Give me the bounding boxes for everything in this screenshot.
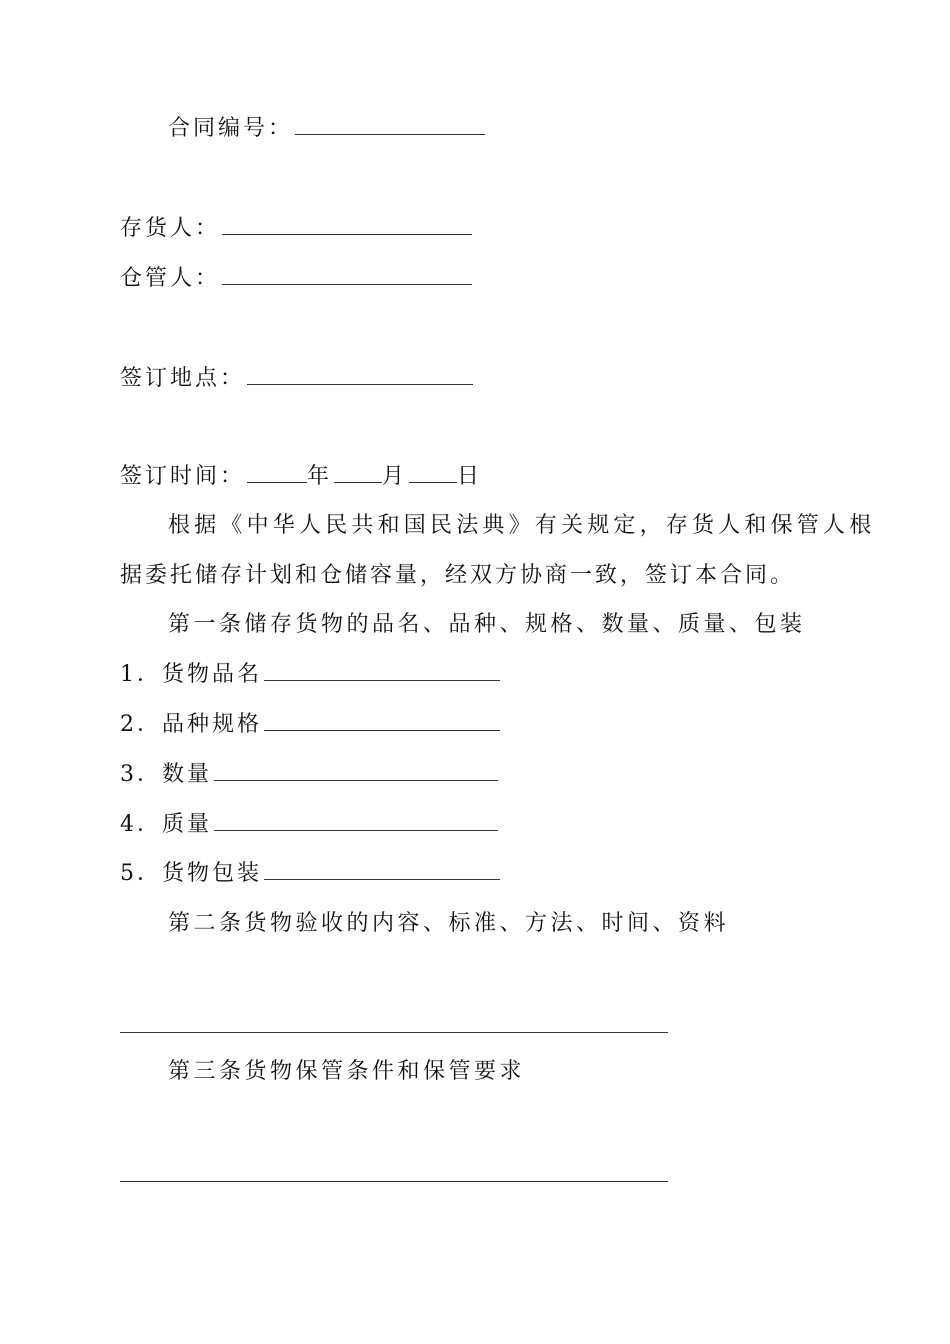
- year-label: 年: [307, 464, 333, 489]
- keeper-line: [120, 264, 472, 294]
- article-1-item-4: [120, 810, 498, 840]
- item-blank[interactable]: [264, 710, 500, 731]
- day-label: 日: [457, 464, 483, 489]
- month-blank[interactable]: [334, 462, 382, 483]
- item-label: 2．品种规格: [120, 712, 262, 737]
- item-blank[interactable]: [214, 760, 498, 781]
- item-blank[interactable]: [264, 660, 500, 681]
- item-label: 1．货物品名: [120, 662, 262, 687]
- item-label: 4．质量: [120, 812, 212, 837]
- signing-place-blank[interactable]: [247, 364, 473, 385]
- contract-number-label: 合同编号：: [168, 116, 294, 141]
- preamble-line-2: 据委托储存计划和仓储容量，经双方协商一致，签订本合同。: [120, 563, 796, 588]
- article-3-title: 第三条货物保管条件和保管要求: [168, 1059, 526, 1084]
- article-3-blank-line[interactable]: [120, 1181, 668, 1182]
- contract-number-blank[interactable]: [295, 114, 485, 135]
- depositor-line: [120, 214, 472, 244]
- article-1-item-5: [120, 859, 500, 889]
- item-blank[interactable]: [214, 810, 498, 831]
- day-blank[interactable]: [409, 462, 457, 483]
- article-1-title: 第一条储存货物的品名、品种、规格、数量、质量、包装: [168, 612, 806, 637]
- year-blank[interactable]: [247, 462, 307, 483]
- item-label: 5．货物包装: [120, 861, 262, 886]
- preamble-line-1: 根据《中华人民共和国民法典》有关规定，存货人和保管人根: [168, 513, 876, 538]
- contract-number-line: [168, 114, 485, 144]
- depositor-label: 存货人：: [120, 216, 221, 241]
- keeper-label: 仓管人：: [120, 266, 221, 291]
- item-label: 3．数量: [120, 762, 212, 787]
- keeper-blank[interactable]: [222, 264, 472, 285]
- article-1-item-1: [120, 660, 500, 690]
- signing-time-label: 签订时间：: [120, 464, 246, 489]
- article-2-blank-line[interactable]: [120, 1032, 668, 1033]
- article-1-item-3: [120, 760, 498, 790]
- signing-place-label: 签订地点：: [120, 366, 246, 391]
- signing-time-line: [120, 462, 482, 492]
- signing-place-line: [120, 364, 473, 394]
- article-2-title: 第二条货物验收的内容、标准、方法、时间、资料: [168, 911, 730, 936]
- article-1-item-2: [120, 710, 500, 740]
- item-blank[interactable]: [264, 859, 500, 880]
- month-label: 月: [382, 464, 408, 489]
- depositor-blank[interactable]: [222, 214, 472, 235]
